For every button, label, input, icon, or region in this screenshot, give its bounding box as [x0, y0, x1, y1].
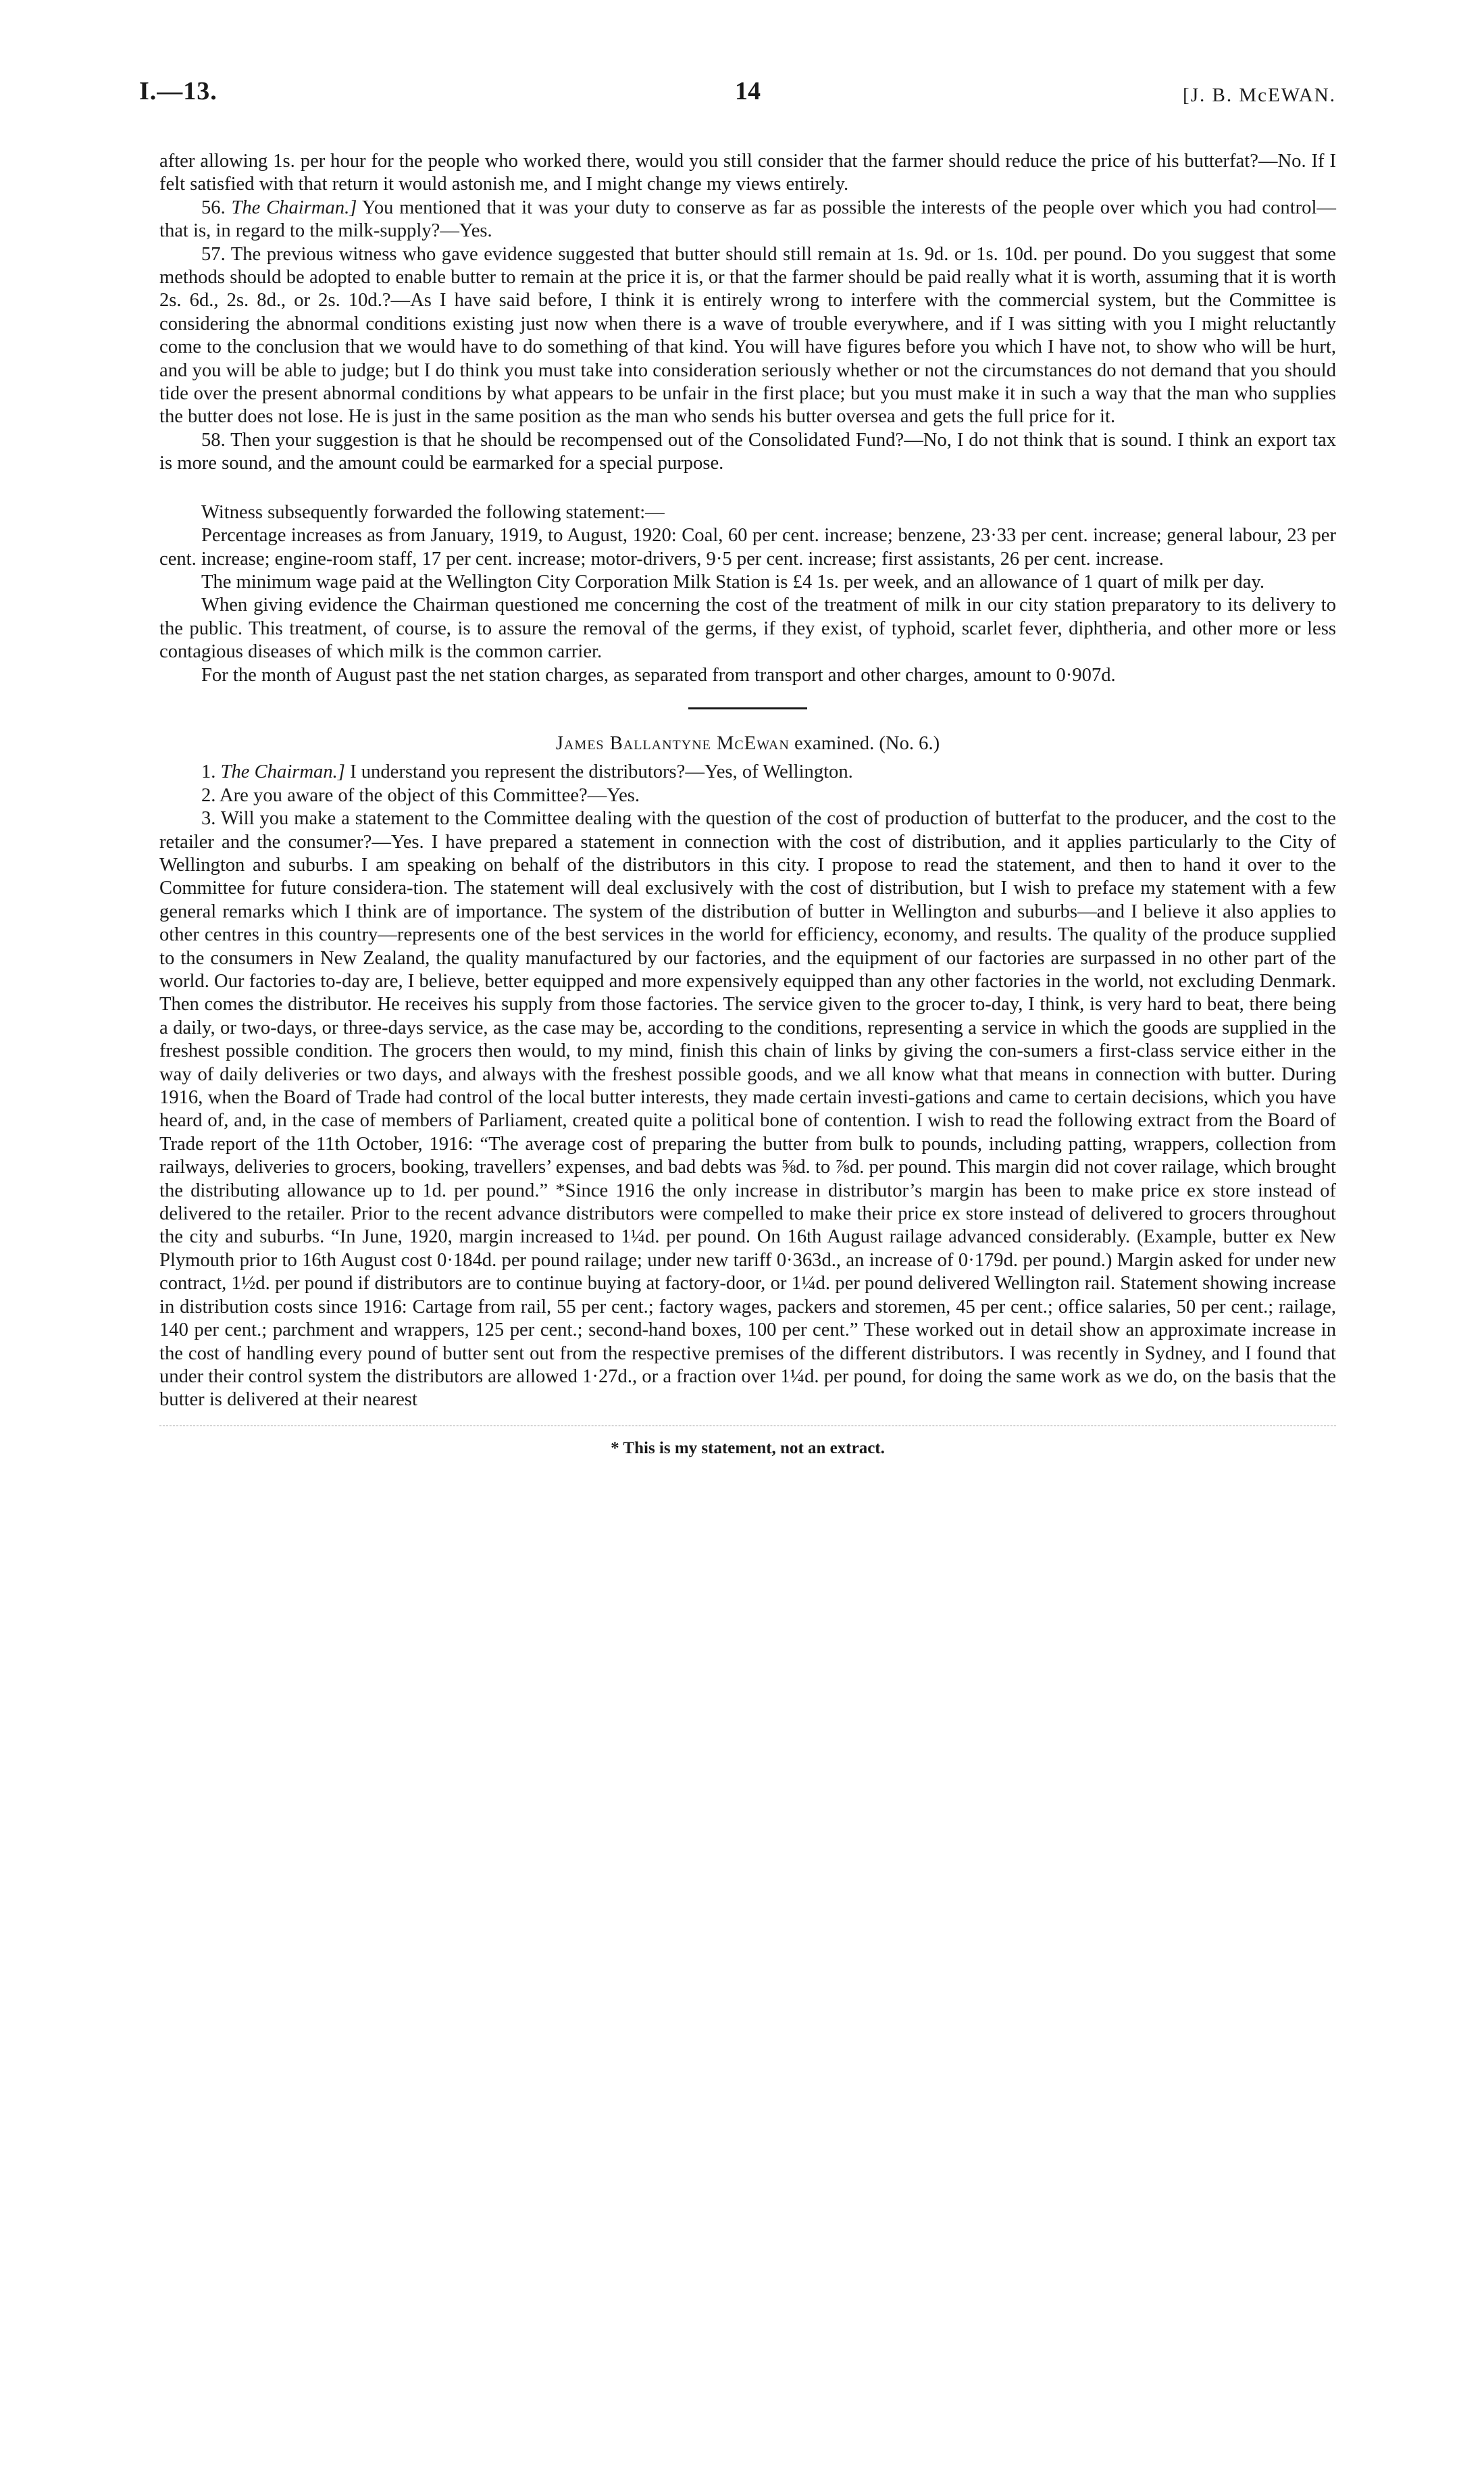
witness-heading-suffix: examined. (No. 6.)	[794, 732, 940, 754]
witness-heading	[159, 732, 1336, 755]
paper-reference: I.—13.	[139, 77, 218, 105]
witness-running-head: [J. B. McEWAN.	[1183, 84, 1336, 106]
question-text: You mentioned that it was your duty to conserve as far as possible the interests of the people over which you had control—that is, in regard to the milk-supply?—Yes.	[159, 197, 1337, 242]
speaker-name: The Chairman.]	[231, 197, 357, 218]
witness-name: James Ballantyne McEwan	[555, 732, 790, 754]
statement-milk-treatment: When giving evidence the Chairman questioned me concerning the cost of the treatment of milk in our city station preparatory to its delivery to the public. This treatment, of course, is to assure the removal of the germs, if they exist, of typhoid, scarlet fever, diphtheria, and other more or less contagious diseases of which milk is the common carrier.	[159, 595, 1336, 663]
footnote: * This is my statement, not an extract.	[611, 1438, 885, 1457]
document-page	[139, 77, 1337, 1460]
question-number: 1.	[201, 761, 216, 783]
question-58: 58. Then your suggestion is that he should be recompensed out of the Consolidated Fund?—No, I do not think that is sound. I think an export tax is more sound, and the amount could be earmarked for a special purpose.	[159, 429, 1336, 474]
page-number: 14	[735, 77, 761, 105]
question-2: 2. Are you aware of the object of this Committee?—Yes.	[201, 784, 640, 806]
section-divider	[688, 707, 807, 709]
question-3: 3. Will you make a statement to the Committee dealing with the question of the cost of production of butterfat to the producer, and the cost to the retailer and the consumer?—Yes. I have prepared a statement in connection with the cost of distribution, and it applies particularly to the City of Wellington and suburbs. I am speaking on behalf of the distributors in this city. I propose to read the statement, and then to hand it over to the Committee for future considera-tion. The statement will deal exclusively with the cost of distribution, but I wish to preface my statement with a few general remarks which I think are of importance. The system of the distribution of butter in Wellington and suburbs—and I believe it also applies to other centres in this country—represents one of the best services in the world for efficiency, economy, and results. The quality of the produce supplied to the consumers in New Zealand, the quality manufactured by our factories, and the equipment of our factories are surpassed in no other part of the world. Our factories to-day are, I believe, better equipped and more expensively equipped than any other factories in the world, not excluding Denmark. Then comes the distributor. He receives his supply from those factories. The service given to the grocer to-day, I think, is very hard to beat, there being a daily, or two-days, or three-days service, as the case may be, according to the conditions, representing a service in which the goods are supplied in the freshest possible condition. The grocers then would, to my mind, finish this chain of links by giving the con-sumers a first-class service either in the way of daily deliveries or two days, and always with the freshest possible goods, and we all know what that means in connection with butter. During 1916, when the Board of Trade had control of the local butter interests, they made certain investi-gations and came to certain decisions, which you have heard of, and, in the case of members of Parliament, created quite a political bone of contention. I wish to read the following extract from the Board of Trade report of the 11th October, 1916: “The average cost of preparing the butter from bulk to pounds, including patting, wrappers, collection from railways, deliveries to grocers, booking, travellers’ expenses, and bad debts was ⅝d. to ⅞d. per pound. This margin did not cover railage, which brought the distributing allowance up to 1d. per pound.” *Since 1916 the only increase in distributor’s margin has been to make price ex store instead of delivered to the retailer. Prior to the recent advance distributors were compelled to make their price ex store instead of delivered to grocers throughout the city and suburbs. “In June, 1920, margin increased to 1¼d. per pound. On 16th August railage advanced considerably. (Example, butter ex New Plymouth prior to 16th August cost 0·184d. per pound railage; under new tariff 0·363d., an increase of 0·179d. per pound.) Margin asked for under new contract, 1½d. per pound if distributors are to continue buying at factory-door, or 1¼d. per pound delivered Wellington rail. Statement showing increase in distribution costs since 1916: Cartage from rail, 55 per cent.; factory wages, packers and storemen, 45 per cent.; office salaries, 50 per cent.; railage, 140 per cent.; parchment and wrappers, 125 per cent.; second-hand boxes, 100 per cent.” These worked out in detail show an approximate increase in the cost of handling every pound of butter sent out from the respective premises of the different distributors. I was recently in Sydney, and I found that under their control system the distributors are allowed 1·27d., or a fraction over 1¼d. per pound, for doing the same work as we do, on the basis that the butter is delivered at their nearest	[159, 808, 1336, 1411]
question-56	[159, 197, 1336, 243]
statement-minimum-wage: The minimum wage paid at the Wellington City Corporation Milk Station is £4 1s. per week, and an allowance of 1 quart of milk per day.	[201, 571, 1264, 593]
statement-station-charges: For the month of August past the net station charges, as separated from transport and other charges, amount to 0·907d.	[201, 664, 1116, 686]
speaker-name: The Chairman.]	[220, 761, 345, 783]
question-text: I understand you represent the distributors?—Yes, of Wellington.	[350, 761, 853, 783]
question-1	[159, 761, 1336, 784]
statement-intro: Witness subsequently forwarded the following statement:—	[201, 501, 665, 523]
statement-percentages: Percentage increases as from January, 1919, to August, 1920: Coal, 60 per cent. increase; benzene, 23·33 per cent. increase; general labour, 23 per cent. increase; engine-room staff, 17 per cent. increase; motor-drivers, 9·5 per cent. increase; first assistants, 26 per cent. increase.	[159, 525, 1336, 570]
paragraph-continued: after allowing 1s. per hour for the people who worked there, would you still consider that the farmer should reduce the price of his butterfat?—No. If I felt satisfied with that return it would astonish me, and I might change my views entirely.	[159, 151, 1336, 195]
page-header	[139, 77, 1336, 122]
question-57: 57. The previous witness who gave evidence suggested that butter should still remain at 1s. 9d. or 1s. 10d. per pound. Do you suggest that some methods should be adopted to enable butter to remain at the price it is, or that the farmer should be paid really what it is worth, assuming that it is worth 2s. 6d., 2s. 8d., or 2s. 10d.?—As I have said before, I think it is entirely wrong to interfere with the commercial system, but the Committee is considering the abnormal conditions existing just now when there is a wave of trouble everywhere, and if I was sitting with you I might reluctantly come to the conclusion that we would have to do something of that kind. You will have figures before you which I have not, to show who will be hurt, and you will be able to judge; but I do think you must take into consideration seriously whether or not the circumstances do not demand that you should tide over the present abnormal conditions by what appears to be unfair in the first place; but you must make it in such a way that the man who supplies the butter does not lose. He is just in the same position as the man who sends his butter oversea and gets the full price for it.	[159, 243, 1336, 428]
question-number: 56.	[201, 197, 226, 218]
